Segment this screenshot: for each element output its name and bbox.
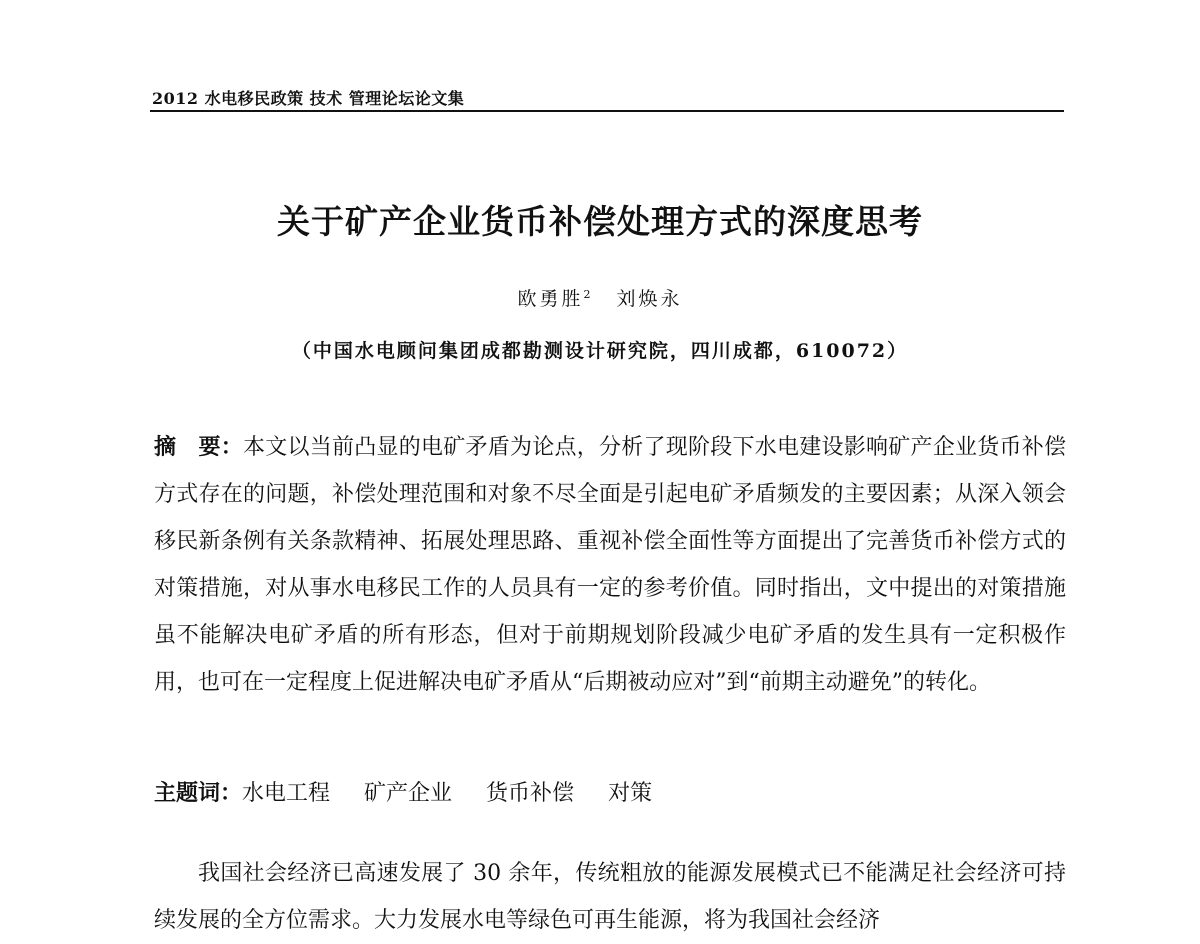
running-header: 2012 水电移民政策 技术 管理论坛论文集 [152,89,465,108]
abstract-label: 摘 要： [154,435,243,460]
paper-title: 关于矿产企业货币补偿处理方式的深度思考 [277,202,923,241]
keyword: 货币补偿 [486,781,575,806]
author-superscript: 2 [583,287,591,301]
body-text [154,850,1066,944]
keywords-label: 主题词： [154,781,243,806]
body-paragraph: 我国社会经济已高速发展了 30 余年，传统粗放的能源发展模式已不能满足社会经济可持续发展的全方位需求。大力发展水电等绿色可再生能源，将为我国社会经济 [154,861,1066,933]
abstract-text: 本文以当前凸显的电矿矛盾为论点，分析了现阶段下水电建设影响矿产企业货币补偿方式存在的问题，补偿处理范围和对象不尽全面是引起电矿矛盾频发的主要因素；从深入领会移民新条例有关条款精神、拓展处理思路、重视补偿全面性等方面提出了完善货币补偿方式的对策措施，对从事水电移民工作的人员具有一定的参考价值。同时指出，文中提出的对策措施虽不能解决电矿矛盾的所有形态，但对于前期规划阶段减少电矿矛盾的发生具有一定积极作用，也可在一定程度上促进解决电矿矛盾从“后期被动应对”到“前期主动避免”的转化。 [154,435,1066,695]
author-name: 刘焕永 [616,288,683,310]
author-name: 欧勇胜 [517,288,584,310]
keywords [154,770,1066,817]
keyword: 矿产企业 [364,781,453,806]
authors [0,284,1200,311]
abstract [154,424,1066,706]
affiliation: （中国水电顾问集团成都勘测设计研究院，四川成都，610072） [291,340,909,362]
keyword: 对策 [608,781,653,806]
keyword: 水电工程 [242,781,331,806]
header-rule [150,110,1064,112]
